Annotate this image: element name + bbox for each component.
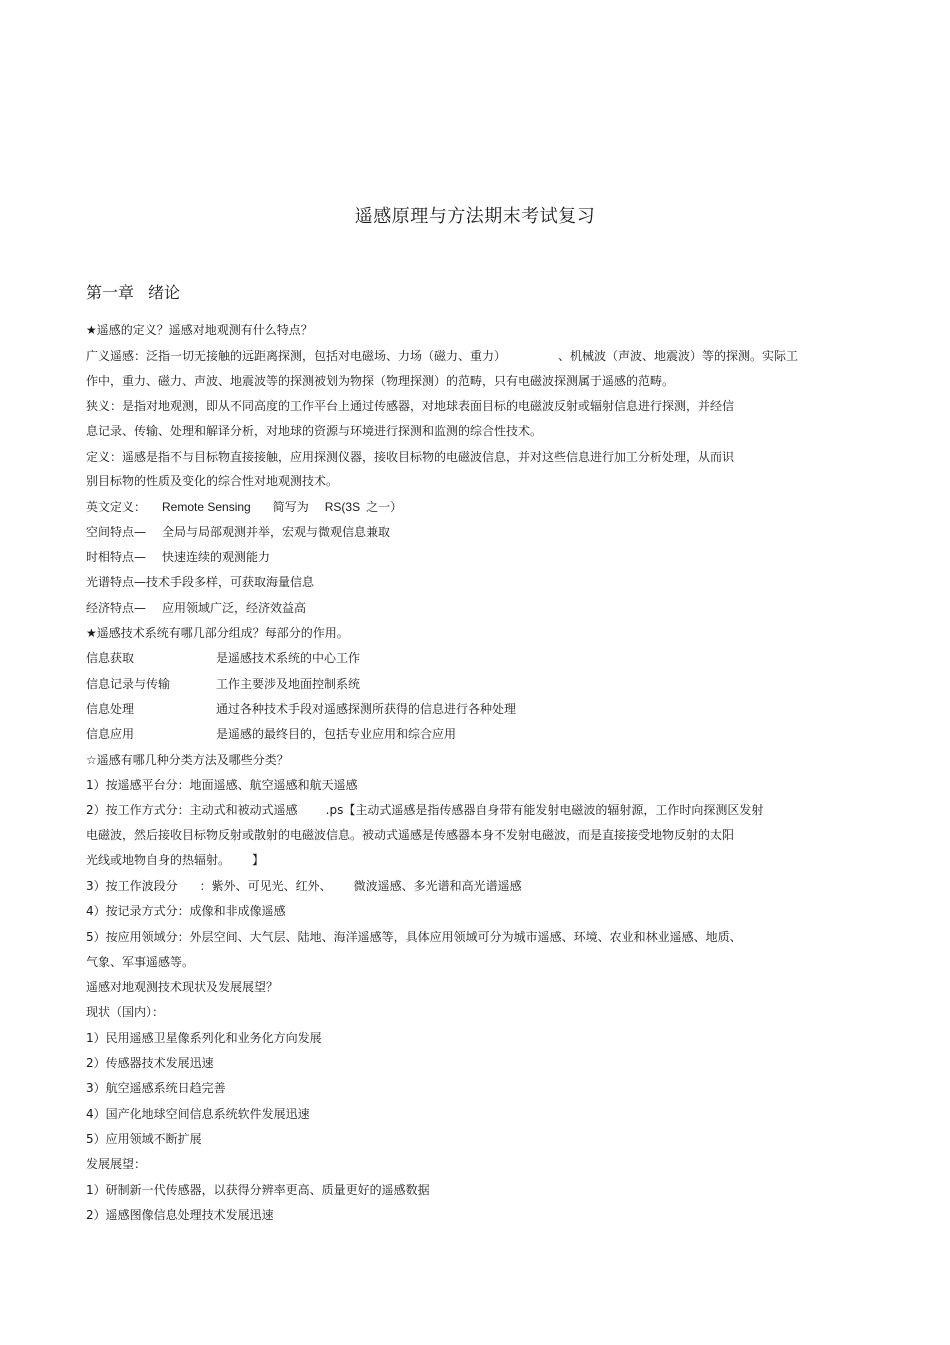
- classification-item-cont: 光线或地物自身的热辐射。 】: [86, 853, 265, 867]
- chapter-name: 绪论: [148, 283, 181, 302]
- feature-item: 光谱特点—技术手段多样，可获取海量信息: [86, 575, 315, 589]
- status-item: 5）应用领域不断扩展: [86, 1132, 202, 1146]
- status-item: 1）民用遥感卫星像系列化和业务化方向发展: [86, 1031, 322, 1045]
- system-row: 信息记录与传输 工作主要涉及地面控制系统: [86, 677, 361, 691]
- system-row: 信息获取 是遥感技术系统的中心工作: [86, 651, 361, 665]
- feature-item: 空间特点— 全局与局部观测并举，宏观与微观信息兼取: [86, 525, 391, 539]
- definition-line: 定义：遥感是指不与目标物直接接触，应用探测仪器，接收目标物的电磁波信息，并对这些信息进行加工分析处理，从而识: [86, 450, 735, 464]
- status-item: 4）国产化地球空间信息系统软件发展迅速: [86, 1107, 310, 1121]
- status-item: 2）传感器技术发展迅速: [86, 1056, 214, 1070]
- broad-definition-line: 广义遥感：泛指一切无接触的远距离探测，包括对电磁场、力场（磁力、重力） 、机械波（声波、地震波）等的探测。实际工: [86, 349, 799, 363]
- question-status: 遥感对地观测技术现状及发展展望？: [86, 980, 279, 994]
- classification-item: 3）按工作波段分 ：紫外、可见光、红外、 微波遥感、多光谱和高光谱遥感: [86, 879, 522, 893]
- feature-item: 时相特点— 快速连续的观测能力: [86, 550, 271, 564]
- question-classification: ☆遥感有哪几种分类方法及哪些分类？: [86, 753, 289, 767]
- narrow-definition-line: 息记录、传输、处理和解译分析，对地球的资源与环境进行探测和监测的综合性技术。: [86, 424, 543, 438]
- system-row: 信息应用 是遥感的最终目的，包括专业应用和综合应用: [86, 727, 457, 741]
- chapter-number: 第一章: [86, 283, 135, 302]
- classification-item-cont: 电磁波，然后接收目标物反射或散射的电磁波信息。被动式遥感是传感器本身不发射电磁波，而是直接接受地物反射的太阳: [86, 828, 735, 842]
- chapter-heading: [86, 282, 180, 304]
- outlook-item: 2）遥感图像信息处理技术发展迅速: [86, 1208, 274, 1222]
- classification-item-cont: 气象、军事遥感等。: [86, 955, 195, 969]
- broad-definition-line: 作中，重力、磁力、声波、地震波等的探测被划为物探（物理探测）的范畴，只有电磁波探测属于遥感的范畴。: [86, 374, 675, 388]
- classification-item: 5）按应用领域分：外层空间、大气层、陆地、海洋遥感等，具体应用领域可分为城市遥感、环境、农业和林业遥感、地质、: [86, 930, 742, 944]
- classification-item: 4）按记录方式分：成像和非成像遥感: [86, 904, 286, 918]
- feature-item: 经济特点— 应用领域广泛，经济效益高: [86, 601, 307, 615]
- classification-item: 2）按工作方式分：主动式和被动式遥感 .ps【主动式遥感是指传感器自身带有能发射电磁波的辐射源，工作时向探测区发射: [86, 803, 764, 817]
- question-definition: ★遥感的定义？遥感对地观测有什么特点？: [86, 323, 313, 337]
- document-title: 遥感原理与方法期末考试复习: [354, 206, 596, 227]
- system-row: 信息处理 通过各种技术手段对遥感探测所获得的信息进行各种处理: [86, 702, 517, 716]
- english-definition: 英文定义： Remote Sensing 简写为 RS(3S 之一）: [86, 500, 403, 514]
- classification-item: 1）按遥感平台分：地面遥感、航空遥感和航天遥感: [86, 778, 358, 792]
- status-item: 3）航空遥感系统日趋完善: [86, 1081, 226, 1095]
- status-label: 现状（国内）：: [86, 1005, 165, 1019]
- outlook-item: 1）研制新一代传感器，以获得分辨率更高、质量更好的遥感数据: [86, 1183, 430, 1197]
- outlook-label: 发展展望：: [86, 1157, 147, 1171]
- narrow-definition-line: 狭义：是指对地观测，即从不同高度的工作平台上通过传感器，对地球表面目标的电磁波反射或辐射信息进行探测，并经信: [86, 399, 735, 413]
- definition-line: 别目标物的性质及变化的综合性对地观测技术。: [86, 474, 339, 488]
- question-system: ★遥感技术系统有哪几部分组成？每部分的作用。: [86, 626, 349, 640]
